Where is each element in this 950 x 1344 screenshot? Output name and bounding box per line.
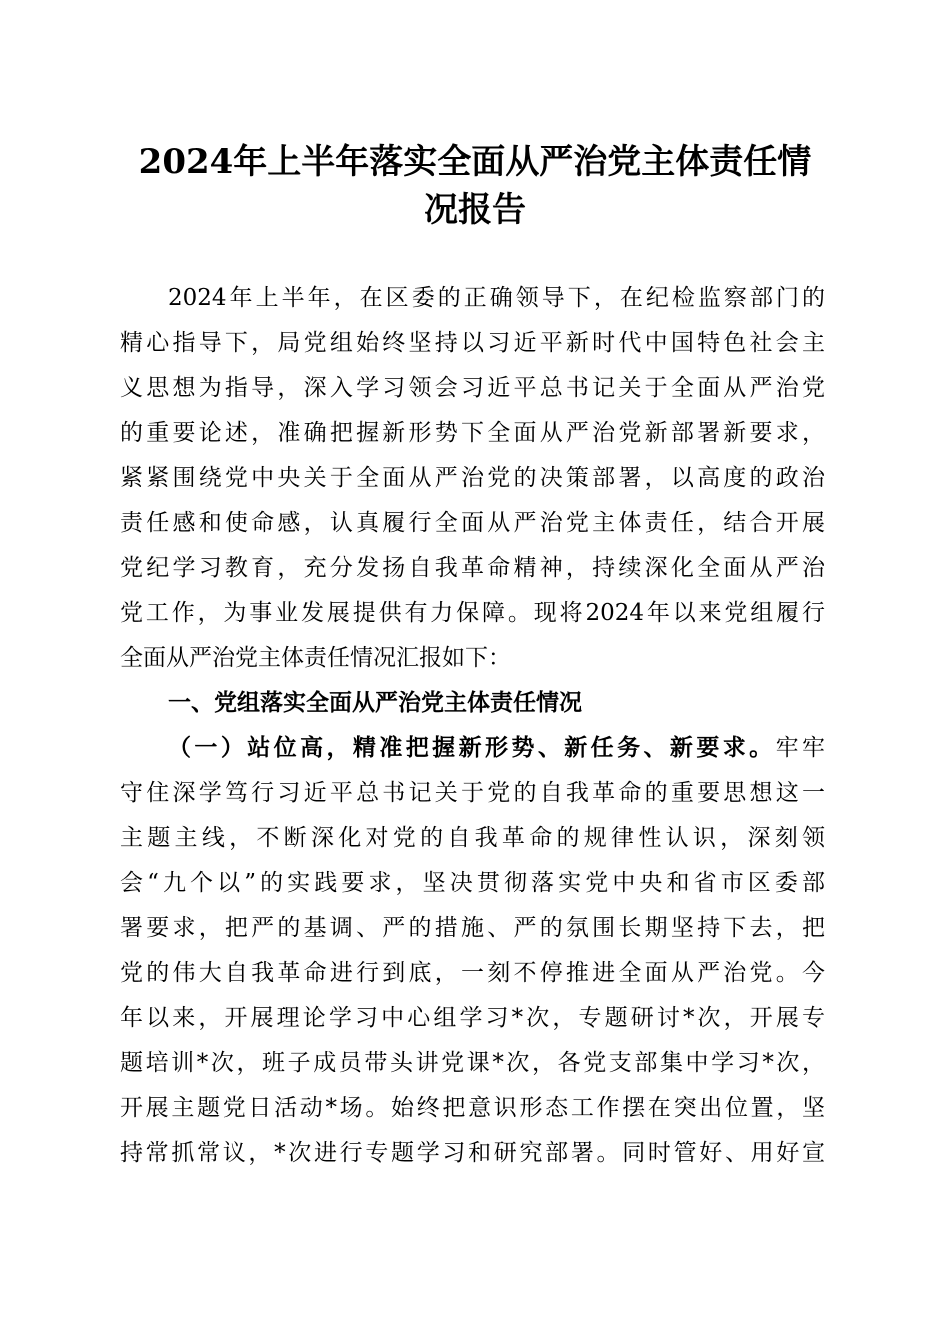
intro-line-6: 责任感和使命感，认真履行全面从严治党主体责任，结合开展 [120,510,825,536]
subsection-1-line-2: 主题主线，不断深化对党的自我革命的规律性认识，深刻领 [120,825,825,851]
subsection-1-line-8: 开展主题党日活动*场。始终把意识形态工作摆在突出位置，坚 [120,1095,825,1121]
subsection-1-heading: （一）站位高，精准把握新形势、新任务、新要求。 [168,734,776,761]
intro-line-3: 义思想为指导，深入学习领会习近平总书记关于全面从严治党 [120,375,825,401]
subsection-1-line-5: 党的伟大自我革命进行到底，一刻不停推进全面从严治党。今 [120,960,825,986]
intro-line-7: 党纪学习教育，充分发扬自我革命精神，持续深化全面从严治 [120,555,825,581]
subsection-1-first-rest: 牢牢 [775,735,826,761]
title-line-2: 况报告 [424,190,526,230]
subsection-1-line-3: 会“九个以”的实践要求，坚决贯彻落实党中央和省市区委部 [120,870,825,896]
subsection-1-line-6: 年以来，开展理论学习中心组学习*次，专题研讨*次，开展专 [120,1005,825,1031]
intro-line-8: 党工作，为事业发展提供有力保障。现将2024年以来党组履行 [120,600,825,626]
subsection-1-line-4: 署要求，把严的基调、严的措施、严的氛围长期坚持下去，把 [120,915,825,941]
section-heading-1: 一、党组落实全面从严治党主体责任情况 [168,689,582,716]
intro-line-2: 精心指导下，局党组始终坚持以习近平新时代中国特色社会主 [120,330,825,356]
intro-line-1: 2024年上半年，在区委的正确领导下，在纪检监察部门的 [168,285,825,311]
intro-line-5: 紧紧围绕党中央关于全面从严治党的决策部署，以高度的政治 [120,465,825,491]
subsection-1-line-1: 守住深学笃行习近平总书记关于党的自我革命的重要思想这一 [120,780,825,806]
subsection-1-line-9: 持常抓常议，*次进行专题学习和研究部署。同时管好、用好宣 [120,1140,825,1166]
document-title [100,138,850,234]
intro-line-9: 全面从严治党主体责任情况汇报如下： [120,645,511,671]
subsection-1-first-line [168,733,825,763]
subsection-1-line-7: 题培训*次，班子成员带头讲党课*次，各党支部集中学习*次， [120,1050,825,1076]
intro-line-4: 的重要论述，准确把握新形势下全面从严治党新部署新要求， [120,420,825,446]
title-line-1: 2024年上半年落实全面从严治党主体责任情 [138,142,812,182]
